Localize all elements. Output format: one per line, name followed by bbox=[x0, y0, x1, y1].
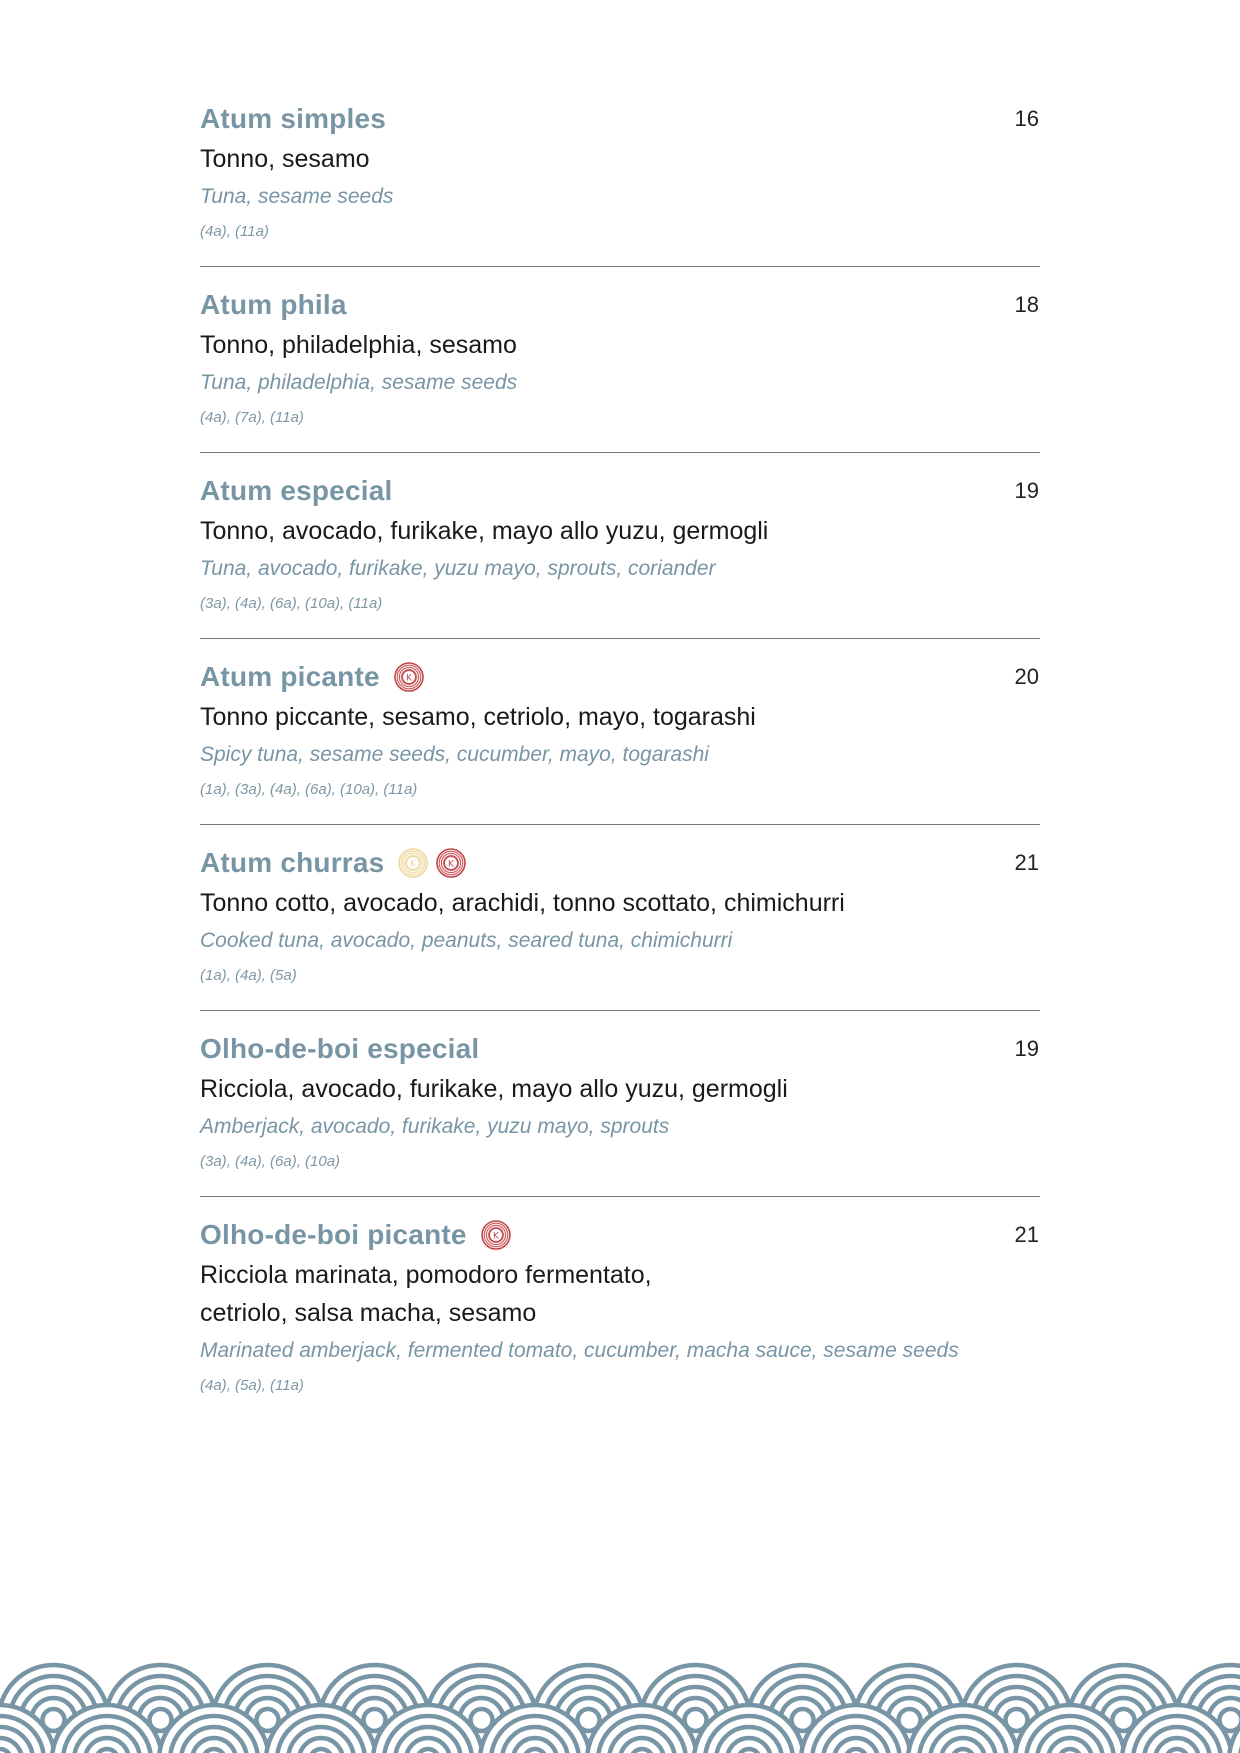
menu-item-description-it: Ricciola marinata, pomodoro fermentato, bbox=[200, 1261, 652, 1289]
menu-item-allergens: (3a), (4a), (6a), (10a) bbox=[200, 1153, 341, 1170]
menu-item-description-it: Tonno, avocado, furikake, mayo allo yuzu, germogli bbox=[200, 517, 769, 545]
menu-item-allergens: (4a), (5a), (11a) bbox=[200, 1377, 304, 1394]
menu-item-header bbox=[200, 98, 1040, 140]
menu-item-price: 21 bbox=[1014, 850, 1039, 875]
menu-item-header bbox=[200, 842, 1040, 884]
mild-yellow-icon bbox=[398, 848, 428, 878]
menu-item-description-it: cetriolo, salsa macha, sesamo bbox=[200, 1299, 537, 1327]
menu-item-allergens: (4a), (11a) bbox=[200, 223, 269, 240]
menu-item-price: 19 bbox=[1014, 478, 1039, 503]
menu-item-description-it: Tonno piccante, sesamo, cetriolo, mayo, togarashi bbox=[200, 703, 756, 731]
menu-item-price: 18 bbox=[1014, 292, 1039, 317]
menu-item-allergens: (1a), (4a), (5a) bbox=[200, 967, 297, 984]
menu-item-header bbox=[200, 656, 1040, 698]
menu-item-title-wrap bbox=[200, 289, 347, 321]
menu-item-price: 21 bbox=[1014, 1222, 1039, 1247]
menu-item bbox=[200, 98, 1040, 266]
menu-item-name: Atum phila bbox=[200, 289, 347, 320]
menu-item-description-en: Amberjack, avocado, furikake, yuzu mayo, sprouts bbox=[200, 1115, 670, 1138]
menu-item-description-it: Tonno cotto, avocado, arachidi, tonno scottato, chimichurri bbox=[200, 889, 845, 917]
menu-item-allergens: (1a), (3a), (4a), (6a), (10a), (11a) bbox=[200, 781, 418, 798]
menu-item-name: Atum especial bbox=[200, 475, 393, 506]
menu-item-allergens: (3a), (4a), (6a), (10a), (11a) bbox=[200, 595, 383, 612]
menu-item-name: Olho-de-boi especial bbox=[200, 1033, 480, 1064]
menu-item-badges bbox=[481, 1220, 511, 1250]
svg-text:K: K bbox=[410, 859, 417, 870]
menu-item-title-wrap bbox=[200, 1219, 511, 1251]
svg-text:K: K bbox=[405, 673, 412, 684]
menu-item-description-en: Marinated amberjack, fermented tomato, cucumber, macha sauce, sesame seeds bbox=[200, 1339, 959, 1362]
menu-item bbox=[200, 452, 1040, 638]
menu-item-header bbox=[200, 1214, 1040, 1256]
menu-item-description-en: Tuna, avocado, furikake, yuzu mayo, sprouts, coriander bbox=[200, 557, 716, 580]
menu-item-allergens: (4a), (7a), (11a) bbox=[200, 409, 304, 426]
menu-item-description-it: Tonno, sesamo bbox=[200, 145, 370, 173]
menu-item-name: Atum picante bbox=[200, 661, 380, 692]
menu-item-name: Atum simples bbox=[200, 103, 386, 134]
menu-list bbox=[200, 98, 1040, 1420]
menu-item bbox=[200, 266, 1040, 452]
menu-item-description-en: Cooked tuna, avocado, peanuts, seared tuna, chimichurri bbox=[200, 929, 733, 952]
menu-item-badges bbox=[394, 662, 424, 692]
menu-item-title-wrap bbox=[200, 1033, 479, 1065]
menu-item-description-en: Tuna, sesame seeds bbox=[200, 185, 394, 208]
menu-item-title-wrap bbox=[200, 475, 392, 507]
spicy-red-icon bbox=[481, 1220, 511, 1250]
menu-item bbox=[200, 638, 1040, 824]
menu-item-description-it: Tonno, philadelphia, sesamo bbox=[200, 331, 517, 359]
spicy-red-icon bbox=[436, 848, 466, 878]
menu-item-title-wrap bbox=[200, 847, 466, 879]
menu-item-name: Atum churras bbox=[200, 847, 385, 878]
menu-item-name: Olho-de-boi picante bbox=[200, 1219, 467, 1250]
menu-item-description-en: Tuna, philadelphia, sesame seeds bbox=[200, 371, 518, 394]
menu-item-description-it: Ricciola, avocado, furikake, mayo allo yuzu, germogli bbox=[200, 1075, 788, 1103]
menu-item-header bbox=[200, 470, 1040, 512]
menu-item-title-wrap bbox=[200, 103, 386, 135]
menu-item-price: 20 bbox=[1014, 664, 1039, 689]
spicy-red-icon bbox=[394, 662, 424, 692]
svg-text:K: K bbox=[448, 859, 455, 870]
menu-item bbox=[200, 1196, 1040, 1420]
menu-item-header bbox=[200, 1028, 1040, 1070]
menu-item-price: 19 bbox=[1014, 1036, 1039, 1061]
menu-item bbox=[200, 824, 1040, 1010]
menu-item bbox=[200, 1010, 1040, 1196]
menu-item-price: 16 bbox=[1014, 106, 1039, 131]
menu-item-header bbox=[200, 284, 1040, 326]
menu-item-badges bbox=[398, 848, 466, 878]
menu-item-title-wrap bbox=[200, 661, 424, 693]
wave-pattern-decoration bbox=[0, 1660, 1240, 1753]
svg-text:K: K bbox=[492, 1231, 499, 1242]
menu-item-description-en: Spicy tuna, sesame seeds, cucumber, mayo, togarashi bbox=[200, 743, 709, 766]
